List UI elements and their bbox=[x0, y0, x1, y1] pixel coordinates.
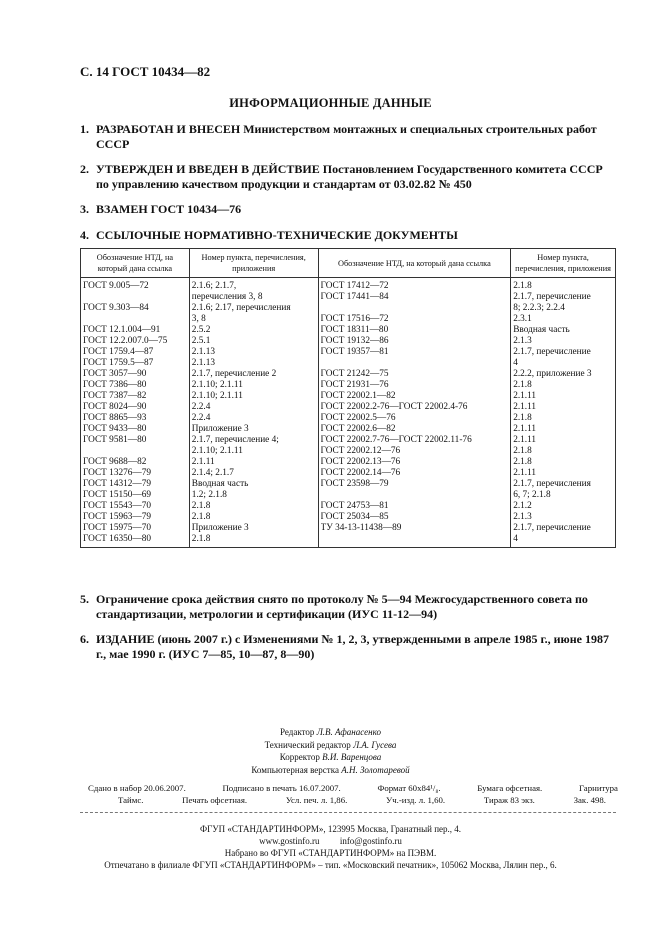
table-cell: 2.1.11 bbox=[189, 457, 318, 468]
table-cell: 2.1.11 bbox=[511, 435, 616, 446]
table-cell: 2.1.4; 2.1.7 bbox=[189, 468, 318, 479]
editorial-credits bbox=[0, 726, 661, 776]
table-cell: 2.1.10; 2.1.11 bbox=[189, 446, 318, 457]
table-row bbox=[81, 435, 616, 446]
table-cell: ГОСТ 21242—75 bbox=[318, 369, 511, 380]
table-cell: ГОСТ 15150—69 bbox=[81, 490, 190, 501]
table-cell: 2.1.3 bbox=[511, 512, 616, 523]
table-cell: ГОСТ 22002.6—82 bbox=[318, 424, 511, 435]
table-cell: 2.1.11 bbox=[511, 391, 616, 402]
table-cell bbox=[81, 446, 190, 457]
item-lead: ВЗАМЕН ГОСТ 10434—76 bbox=[96, 202, 242, 216]
table-cell: ГОСТ 19357—81 bbox=[318, 347, 511, 358]
footer-typeset: Набрано во ФГУП «СТАНДАРТИНФОРМ» на ПЭВМ. bbox=[224, 848, 437, 858]
item-lead: РАЗРАБОТАН И ВНЕСЕН bbox=[96, 122, 241, 136]
table-cell: Вводная часть bbox=[511, 325, 616, 336]
table-cell: Приложение 3 bbox=[189, 424, 318, 435]
table-row bbox=[81, 479, 616, 490]
table-cell: 2.5.2 bbox=[189, 325, 318, 336]
table-cell: ГОСТ 17516—72 bbox=[318, 314, 511, 325]
table-cell: 2.1.8 bbox=[511, 278, 616, 293]
item-number: 6. bbox=[80, 632, 89, 646]
item-text: Ограничение срока действия снято по протоколу № 5—94 Межгосударственного совета по стандартизации, метрологии и сертификации (ИУС 11-12—94) bbox=[96, 592, 588, 621]
table-cell: 6, 7; 2.1.8 bbox=[511, 490, 616, 501]
table-row bbox=[81, 303, 616, 314]
table-cell: ГОСТ 7386—80 bbox=[81, 380, 190, 391]
footer-address: ФГУП «СТАНДАРТИНФОРМ», 123995 Москва, Гранатный пер., 4. bbox=[199, 824, 462, 834]
table-cell: 2.1.11 bbox=[511, 424, 616, 435]
table-cell: ГОСТ 9.303—84 bbox=[81, 303, 190, 314]
header-clause-1: Номер пункта, перечисления, приложения bbox=[189, 249, 318, 278]
table-cell: ГОСТ 22002.1—82 bbox=[318, 391, 511, 402]
item-text: Министерством монтажных и специальных строительных работ СССР bbox=[96, 122, 597, 151]
table-cell: ГОСТ 22002.14—76 bbox=[318, 468, 511, 479]
table-cell: ГОСТ 9433—80 bbox=[81, 424, 190, 435]
table-cell: ГОСТ 17441—84 bbox=[318, 292, 511, 303]
info-item-4 bbox=[80, 228, 616, 243]
table-cell: ГОСТ 18311—80 bbox=[318, 325, 511, 336]
table-row bbox=[81, 490, 616, 501]
info-item-3 bbox=[80, 202, 616, 217]
item-text: Постановлением Государственного комитета СССР по управлению качеством продукции и стандартам от 03.02.82 № 450 bbox=[96, 162, 603, 191]
table-cell: ГОСТ 1759.4—87 bbox=[81, 347, 190, 358]
table-cell: 2.3.1 bbox=[511, 314, 616, 325]
table-cell bbox=[81, 314, 190, 325]
table-cell: ГОСТ 9.005—72 bbox=[81, 278, 190, 293]
table-cell: 2.2.4 bbox=[189, 402, 318, 413]
table-row bbox=[81, 336, 616, 347]
table-cell: ГОСТ 3057—90 bbox=[81, 369, 190, 380]
table-cell: Вводная часть bbox=[189, 479, 318, 490]
table-cell: 2.2.2, приложение 3 bbox=[511, 369, 616, 380]
footer-contacts bbox=[0, 835, 661, 847]
item-lead: ИЗДАНИЕ bbox=[96, 632, 155, 646]
table-cell: 2.1.8 bbox=[511, 413, 616, 424]
table-cell: 2.1.8 bbox=[511, 446, 616, 457]
table-row bbox=[81, 292, 616, 303]
table-cell: ГОСТ 8865—93 bbox=[81, 413, 190, 424]
table-cell: 2.1.7, перечисление 4; bbox=[189, 435, 318, 446]
table-cell: ГОСТ 9688—82 bbox=[81, 457, 190, 468]
table-cell: 2.1.8 bbox=[511, 380, 616, 391]
table-cell: 2.1.3 bbox=[511, 336, 616, 347]
table-row bbox=[81, 369, 616, 380]
table-cell bbox=[318, 358, 511, 369]
item-text: (июнь 2007 г.) с Изменениями № 1, 2, 3, утвержденными в апреле 1985 г., июне 1987 г., мае 1990 г. (ИУС 7—85, 10—87, 8—90) bbox=[96, 632, 609, 661]
table-cell: 2.1.7, перечисление 2 bbox=[189, 369, 318, 380]
table-cell: ГОСТ 23598—79 bbox=[318, 479, 511, 490]
table-cell: перечисления 3, 8 bbox=[189, 292, 318, 303]
table-row bbox=[81, 314, 616, 325]
table-row bbox=[81, 413, 616, 424]
table-cell: ГОСТ 19132—86 bbox=[318, 336, 511, 347]
table-cell: 2.1.10; 2.1.11 bbox=[189, 391, 318, 402]
footer-site: www.gostinfo.ru bbox=[259, 836, 320, 846]
section-title: ИНФОРМАЦИОННЫЕ ДАННЫЕ bbox=[229, 96, 432, 110]
table-row bbox=[81, 391, 616, 402]
item-lead: УТВЕРЖДЕН И ВВЕДЕН В ДЕЙСТВИЕ bbox=[96, 162, 320, 176]
table-row bbox=[81, 534, 616, 548]
item-number: 1. bbox=[80, 122, 89, 136]
table-cell: 2.1.8 bbox=[189, 512, 318, 523]
table-cell: 2.1.7, перечисление bbox=[511, 523, 616, 534]
table-cell: ГОСТ 22002.12—76 bbox=[318, 446, 511, 457]
references-table-wrap bbox=[80, 248, 616, 548]
table-row bbox=[81, 358, 616, 369]
table-cell bbox=[318, 534, 511, 548]
header-doc-1: Обозначение НТД, на который дана ссылка bbox=[81, 249, 190, 278]
item-number: 2. bbox=[80, 162, 89, 176]
table-cell: ГОСТ 13276—79 bbox=[81, 468, 190, 479]
credit-editor: Редактор Л.В. Афанасенко bbox=[280, 727, 381, 737]
table-cell: 2.2.4 bbox=[189, 413, 318, 424]
print-details bbox=[88, 782, 618, 806]
info-item-6 bbox=[80, 632, 616, 662]
table-cell: 3, 8 bbox=[189, 314, 318, 325]
table-row bbox=[81, 402, 616, 413]
page-header: С. 14 ГОСТ 10434—82 bbox=[80, 64, 211, 79]
table-cell: 2.1.11 bbox=[511, 468, 616, 479]
table-cell bbox=[81, 292, 190, 303]
table-cell: ГОСТ 7387—82 bbox=[81, 391, 190, 402]
table-cell: 2.1.8 bbox=[189, 501, 318, 512]
credit-proofreader: Корректор В.И. Варенцова bbox=[279, 752, 382, 762]
table-cell: 4 bbox=[511, 534, 616, 548]
credit-layout: Компьютерная верстка А.Н. Золотаревой bbox=[251, 764, 410, 775]
table-cell: ГОСТ 22002.7-76—ГОСТ 22002.11-76 bbox=[318, 435, 511, 446]
table-cell: 2.1.11 bbox=[511, 402, 616, 413]
footer-printed: Отпечатано в филиале ФГУП «СТАНДАРТИНФОРМ» – тип. «Московский печатник», 105062 Москва, Лялин пер., 6. bbox=[104, 860, 557, 870]
table-row bbox=[81, 424, 616, 435]
table-row bbox=[81, 325, 616, 336]
table-cell: ГОСТ 15975—70 bbox=[81, 523, 190, 534]
table-cell: 2.1.13 bbox=[189, 358, 318, 369]
table-cell: ГОСТ 15963—79 bbox=[81, 512, 190, 523]
table-cell: ГОСТ 1759.5—87 bbox=[81, 358, 190, 369]
table-row bbox=[81, 523, 616, 534]
print-line-1: Сдано в набор 20.06.2007. Подписано в печать 16.07.2007. Формат 60x84¹/₈. Бумага офсетная. Гарнитура bbox=[88, 783, 618, 793]
table-cell: ГОСТ 12.2.007.0—75 bbox=[81, 336, 190, 347]
publisher-footer bbox=[0, 823, 661, 871]
table-cell: ТУ 34-13-11438—89 bbox=[318, 523, 511, 534]
table-cell: 8; 2.2.3; 2.2.4 bbox=[511, 303, 616, 314]
table-cell bbox=[318, 303, 511, 314]
table-cell: ГОСТ 22002.13—76 bbox=[318, 457, 511, 468]
table-cell: 2.1.8 bbox=[189, 534, 318, 548]
table-header-row bbox=[81, 249, 616, 278]
table-cell: ГОСТ 17412—72 bbox=[318, 278, 511, 293]
table-cell: ГОСТ 21931—76 bbox=[318, 380, 511, 391]
table-cell: 2.5.1 bbox=[189, 336, 318, 347]
table-row bbox=[81, 446, 616, 457]
table-cell: 2.1.7, перечисление bbox=[511, 292, 616, 303]
table-row bbox=[81, 380, 616, 391]
header-doc-2: Обозначение НТД, на который дана ссылка bbox=[318, 249, 511, 278]
references-table bbox=[80, 248, 616, 548]
footer-email: info@gostinfo.ru bbox=[339, 836, 402, 846]
credit-tech-editor: Технический редактор Л.А. Гусева bbox=[264, 739, 397, 750]
print-line-2: Таймс. Печать офсетная. Усл. печ. л. 1,86. Уч.-изд. л. 1,60. Тираж 83 экз. Зак. 498. bbox=[118, 795, 606, 805]
table-cell: 2.1.13 bbox=[189, 347, 318, 358]
table-cell: 2.1.6; 2.17, перечисления bbox=[189, 303, 318, 314]
table-cell: ГОСТ 22002.5—76 bbox=[318, 413, 511, 424]
item-number: 4. bbox=[80, 228, 89, 242]
table-row bbox=[81, 457, 616, 468]
table-cell: ГОСТ 14312—79 bbox=[81, 479, 190, 490]
table-cell: 2.1.7, перечисления bbox=[511, 479, 616, 490]
info-item-5 bbox=[80, 592, 616, 622]
table-cell: ГОСТ 12.1.004—91 bbox=[81, 325, 190, 336]
table-cell: ГОСТ 16350—80 bbox=[81, 534, 190, 548]
item-number: 5. bbox=[80, 592, 89, 606]
table-cell: 2.1.10; 2.1.11 bbox=[189, 380, 318, 391]
table-cell: Приложение 3 bbox=[189, 523, 318, 534]
table-cell: 2.1.2 bbox=[511, 501, 616, 512]
item-number: 3. bbox=[80, 202, 89, 216]
item-lead: ССЫЛОЧНЫЕ НОРМАТИВНО-ТЕХНИЧЕСКИЕ ДОКУМЕНТЫ bbox=[96, 228, 458, 242]
table-cell: ГОСТ 24753—81 bbox=[318, 501, 511, 512]
table-cell: ГОСТ 25034—85 bbox=[318, 512, 511, 523]
table-cell: 2.1.6; 2.1.7, bbox=[189, 278, 318, 293]
table-cell: ГОСТ 9581—80 bbox=[81, 435, 190, 446]
separator-line bbox=[80, 812, 616, 813]
info-item-1 bbox=[80, 122, 616, 152]
table-cell: 2.1.8 bbox=[511, 457, 616, 468]
table-cell: ГОСТ 8024—90 bbox=[81, 402, 190, 413]
table-cell: ГОСТ 15543—70 bbox=[81, 501, 190, 512]
table-row bbox=[81, 501, 616, 512]
table-cell: ГОСТ 22002.2-76—ГОСТ 22002.4-76 bbox=[318, 402, 511, 413]
table-row bbox=[81, 512, 616, 523]
table-cell bbox=[318, 490, 511, 501]
table-row bbox=[81, 278, 616, 293]
table-cell: 4 bbox=[511, 358, 616, 369]
header-clause-2: Номер пункта, перечисления, приложения bbox=[511, 249, 616, 278]
info-item-2 bbox=[80, 162, 616, 192]
table-row bbox=[81, 347, 616, 358]
table-row bbox=[81, 468, 616, 479]
table-cell: 1.2; 2.1.8 bbox=[189, 490, 318, 501]
table-cell: 2.1.7, перечисление bbox=[511, 347, 616, 358]
